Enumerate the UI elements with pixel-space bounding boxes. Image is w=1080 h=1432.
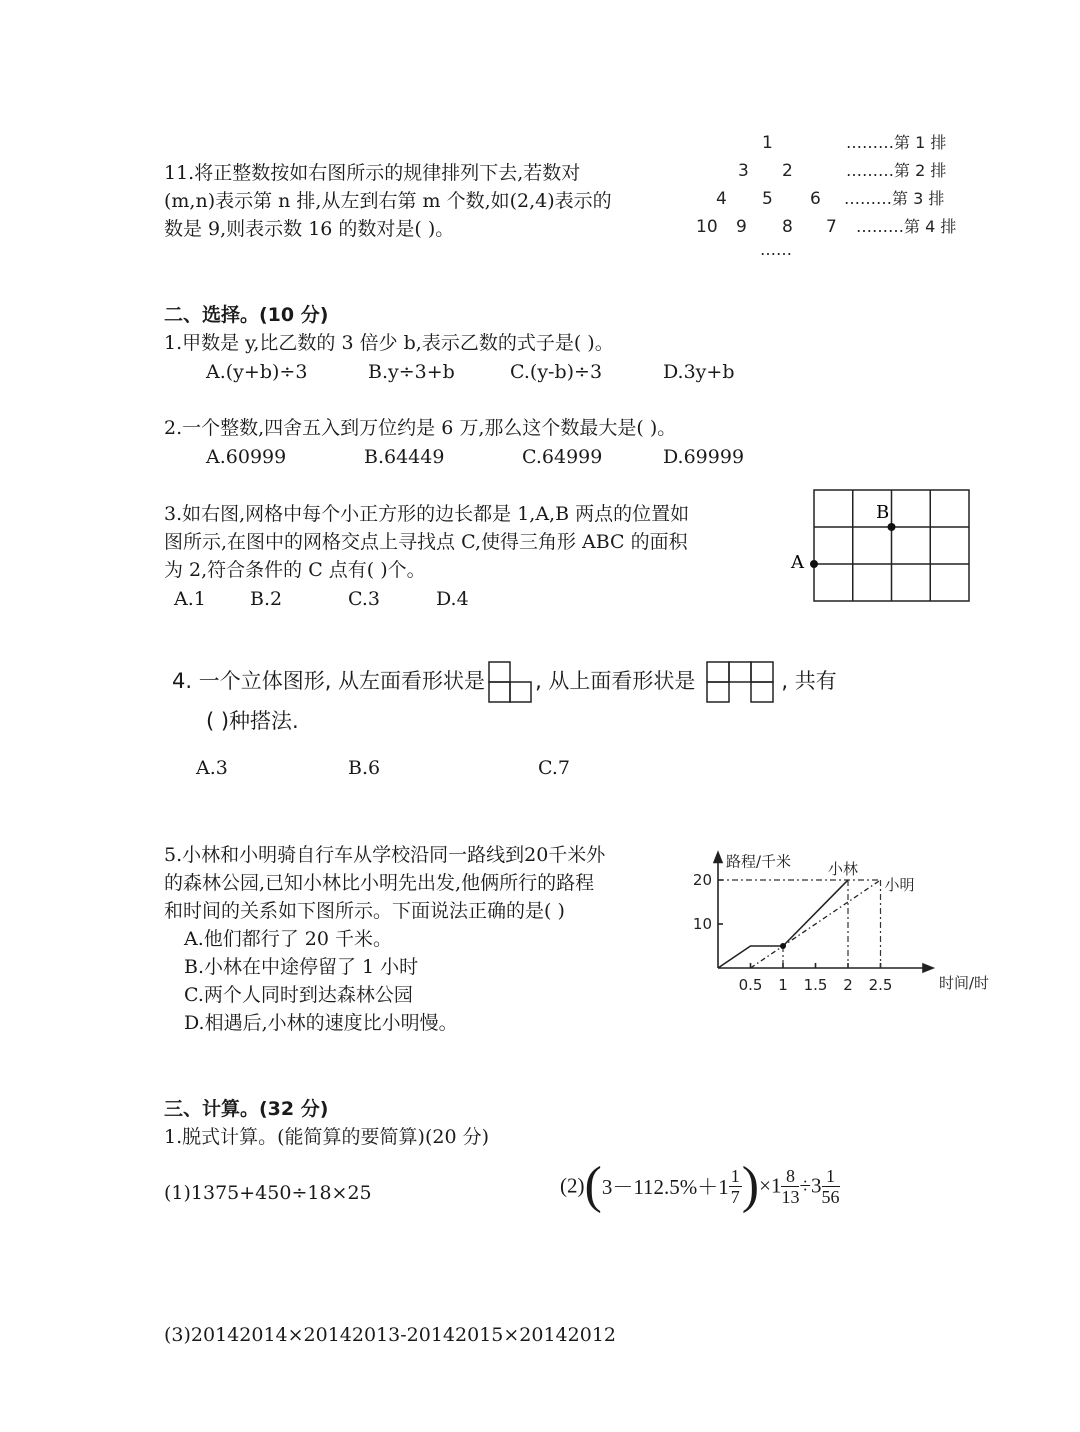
row-label: ………第 3 排 <box>844 189 945 208</box>
pyramid-num: 4 <box>716 189 727 209</box>
q4-option-b: B.6 <box>348 757 381 779</box>
q4-line-2: ( )种搭法. <box>206 709 299 733</box>
series-label-xiaolin: 小林 <box>828 860 859 878</box>
q4-line-1 <box>172 660 837 704</box>
pyramid-num: 7 <box>826 217 837 237</box>
q5-line-2: 的森林公园,已知小林比小明先出发,他俩所行的路程 <box>164 872 595 894</box>
q2-option-a: A.60999 <box>206 446 287 468</box>
q5-option-a: A.他们都行了 20 千米。 <box>184 928 393 950</box>
distance-time-chart <box>690 838 990 1000</box>
q3-line-1: 3.如右图,网格中每个小正方形的边长都是 1,A,B 两点的位置如 <box>164 503 690 525</box>
q1-option-c: C.(y-b)÷3 <box>510 361 603 383</box>
pyramid-num: 3 <box>738 161 749 181</box>
q2-option-d: D.69999 <box>663 446 745 468</box>
q4-part-3: , 共有 <box>781 669 837 693</box>
row-label: ………第 2 排 <box>846 161 947 180</box>
y-axis-label: 路程/千米 <box>726 852 792 871</box>
point-b-dot <box>888 523 896 531</box>
pyramid-continue: …… <box>760 240 792 259</box>
q11-line-1: 11.将正整数按如右图所示的规律排列下去,若数对 <box>164 162 581 184</box>
fraction-1-56: $\frac{1}{56}$ <box>821 1165 840 1207</box>
pyramid-num: 1 <box>762 133 773 153</box>
number-pyramid-figure <box>690 125 990 265</box>
pyramid-num: 10 <box>696 217 718 237</box>
q5-option-d: D.相遇后,小林的速度比小明慢。 <box>184 1012 458 1034</box>
q3-option-b: B.2 <box>250 588 283 610</box>
q2-stem: 2.一个整数,四舍五入到万位约是 6 万,那么这个数最大是( )。 <box>164 417 677 439</box>
q1-option-d: D.3y+b <box>663 361 735 383</box>
section2-heading: 二、选择。(10 分) <box>164 304 329 326</box>
problem-2: (2)(3－112.5%＋1 $\frac{1}{7}$ )×1 $\frac{8}{13}$ ÷3 $\frac{1}{56}$ <box>560 1157 840 1214</box>
y-axis-arrow <box>714 852 722 862</box>
q2-option-b: B.64449 <box>364 446 445 468</box>
x-tick-label: 1.5 <box>803 976 828 994</box>
q11-line-2: (m,n)表示第 n 排,从左到右第 m 个数,如(2,4)表示的 <box>164 190 612 212</box>
meeting-point <box>780 943 786 949</box>
x-tick-label: 1 <box>778 976 788 994</box>
q5-option-b: B.小林在中途停留了 1 小时 <box>184 956 419 978</box>
problem-2-inner: 3－112.5%＋1 <box>601 1175 729 1199</box>
x-tick-label: 0.5 <box>738 976 763 994</box>
pyramid-num: 2 <box>782 161 793 181</box>
problem-2-times: ×1 <box>759 1173 782 1198</box>
q2-option-c: C.64999 <box>522 446 603 468</box>
section3-sub1: 1.脱式计算。(能简算的要简算)(20 分) <box>164 1126 489 1148</box>
q3-line-3: 为 2,符合条件的 C 点有( )个。 <box>164 559 426 581</box>
pyramid-num: 6 <box>810 189 821 209</box>
x-axis-arrow <box>923 964 933 972</box>
point-a-label: A <box>791 552 804 573</box>
q11-line-3: 数是 9,则表示数 16 的数对是( )。 <box>164 218 455 240</box>
q4-part-2: , 从上面看形状是 <box>535 669 696 693</box>
series-label-xiaoming: 小明 <box>884 876 915 894</box>
y-tick-label: 20 <box>692 871 712 889</box>
x-axis-label: 时间/时 <box>939 974 990 992</box>
q5-line-1: 5.小林和小明骑自行车从学校沿同一路线到20千米外 <box>164 844 606 866</box>
problem-2-div: ÷3 <box>799 1173 822 1198</box>
top-view-icon <box>705 660 777 704</box>
q4-option-a: A.3 <box>196 757 228 779</box>
pyramid-num: 5 <box>762 189 773 209</box>
grid-figure <box>786 486 976 604</box>
pyramid-num: 8 <box>782 217 793 237</box>
q4-option-c: C.7 <box>538 757 570 779</box>
q3-option-d: D.4 <box>436 588 469 610</box>
left-view-icon <box>487 660 533 704</box>
section3-heading: 三、计算。(32 分) <box>164 1098 329 1120</box>
y-tick-label: 10 <box>692 915 712 933</box>
q3-option-c: C.3 <box>348 588 380 610</box>
q5-option-c: C.两个人同时到达森林公园 <box>184 984 413 1006</box>
q3-line-2: 图所示,在图中的网格交点上寻找点 C,使得三角形 ABC 的面积 <box>164 531 688 553</box>
q4-part-1: 4. 一个立体图形, 从左面看形状是 <box>172 669 486 693</box>
fraction-8-13: $\frac{8}{13}$ <box>781 1165 800 1207</box>
fraction-1-7: $\frac{1}{7}$ <box>730 1165 740 1207</box>
q1-option-b: B.y÷3+b <box>368 361 455 383</box>
q5-line-3: 和时间的关系如下图所示。下面说法正确的是( ) <box>164 900 565 922</box>
row-label: ………第 1 排 <box>846 133 947 152</box>
q1-stem: 1.甲数是 y,比乙数的 3 倍少 b,表示乙数的式子是( )。 <box>164 332 614 354</box>
q1-option-a: A.(y+b)÷3 <box>206 361 308 383</box>
series-xiaolin <box>718 880 848 968</box>
problem-1: (1)1375+450÷18×25 <box>164 1182 372 1204</box>
point-b-label: B <box>876 502 890 523</box>
x-tick-label: 2 <box>843 976 853 994</box>
row-label: ………第 4 排 <box>856 217 957 236</box>
series-xiaoming <box>751 880 881 968</box>
problem-2-label: (2) <box>560 1173 585 1198</box>
point-a-dot <box>810 560 818 568</box>
problem-3: (3)20142014×20142013-20142015×20142012 <box>164 1324 617 1346</box>
x-tick-label: 2.5 <box>868 976 893 994</box>
q3-option-a: A.1 <box>174 588 206 610</box>
pyramid-num: 9 <box>736 217 747 237</box>
